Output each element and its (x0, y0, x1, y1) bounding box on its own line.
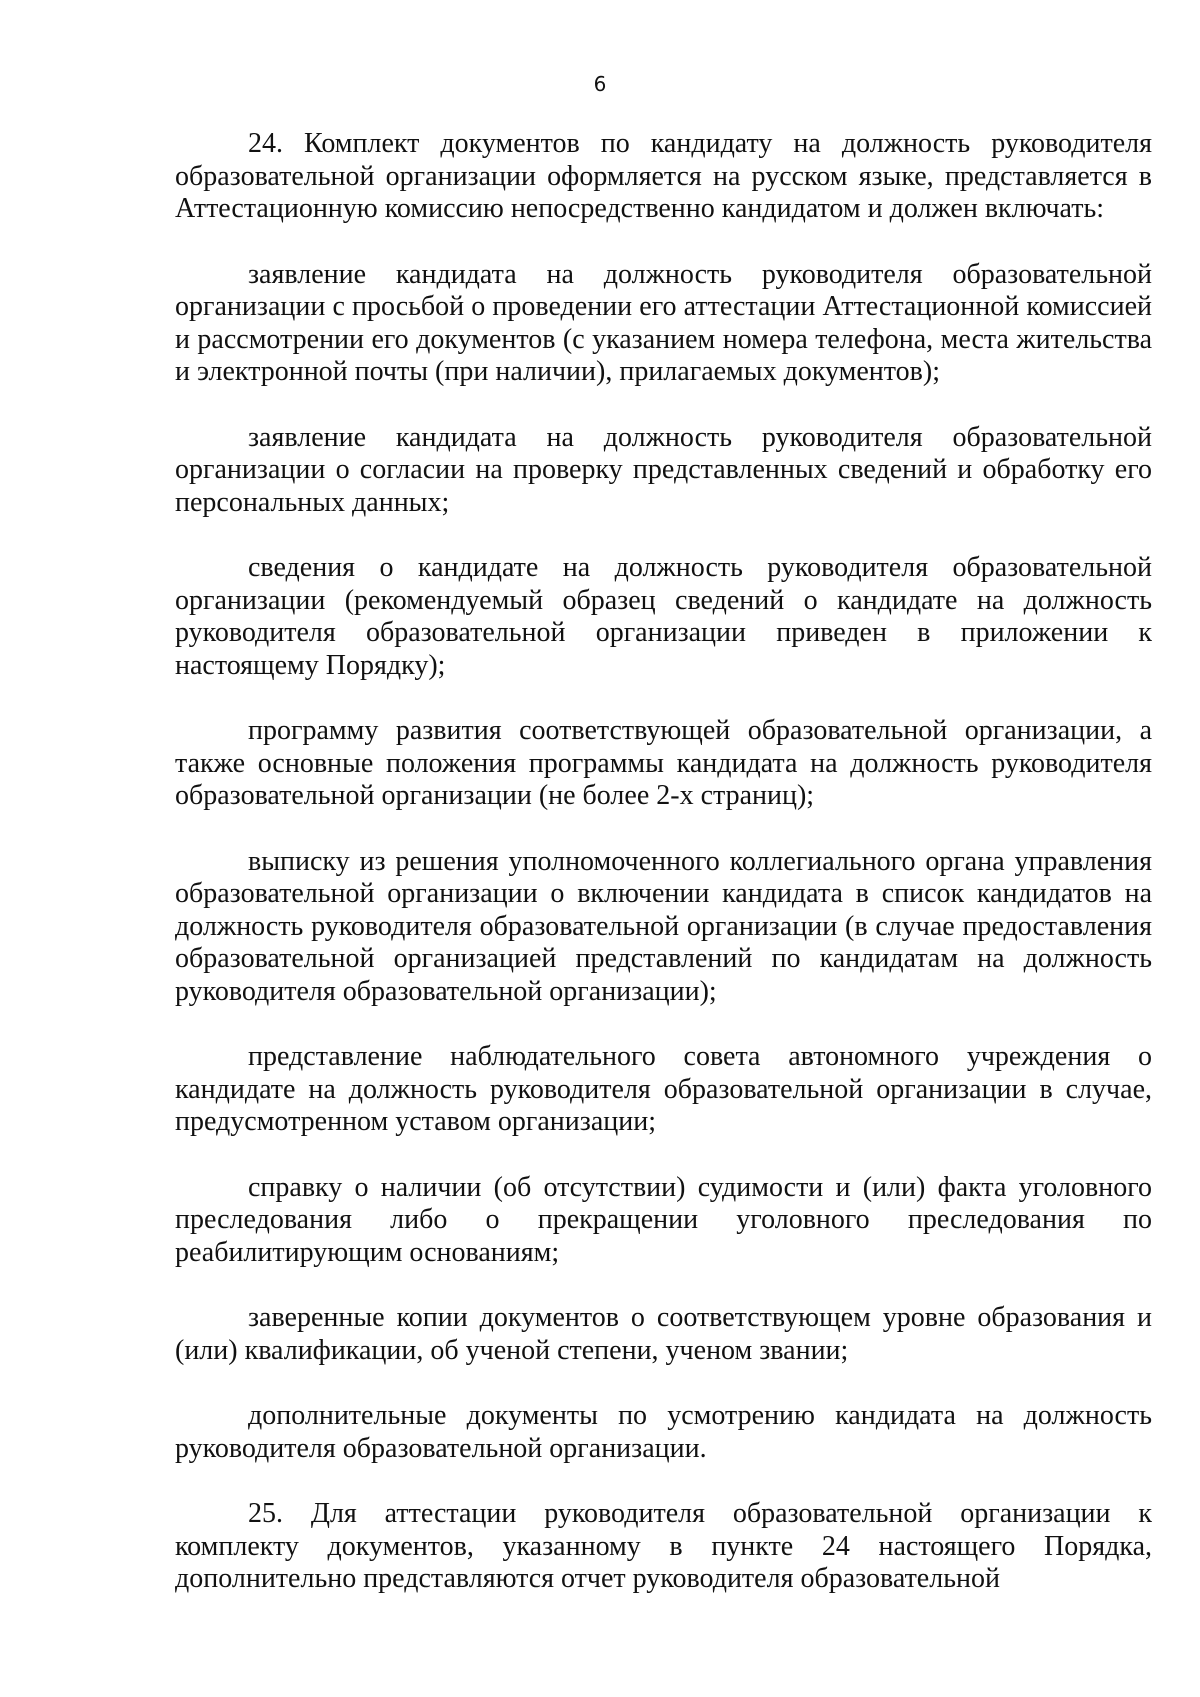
paragraph-application-consent: заявление кандидата на должность руководителя образовательной организации о согласии на проверку представленных сведений и обработку его персональных данных; (175, 421, 1152, 518)
paragraph-supervisory-board: представление наблюдательного совета автономного учреждения о кандидате на должность руководителя образовательной организации в случае, предусмотренном уставом организации; (175, 1041, 1152, 1137)
paragraph-item-25: 25. Для аттестации руководителя образовательной организации к комплекту документов, указанному в пункте 24 настоящего Порядка, дополнительно представляются отчет руководителя образовательной (175, 1498, 1152, 1594)
paragraph-collegial-body-extract: выписку из решения уполномоченного коллегиального органа управления образовательной организации о включении кандидата в список кандидатов на должность руководителя образовательной организации (в случае предоставления образовательной организацией представлений по кандидатам на должность руководителя образовательной организации); (175, 845, 1152, 1007)
paragraph-certified-copies: заверенные копии документов о соответствующем уровне образования и (или) квалификации, об ученой степени, ученом звании; (175, 1302, 1152, 1366)
paragraph-application-attestation: заявление кандидата на должность руководителя образовательной организации с просьбой о проведении его аттестации Аттестационной комиссией и рассмотрении его документов (с указанием номера телефона, места жительства и электронной почты (при наличии), прилагаемых документов); (175, 258, 1152, 387)
paragraph-criminal-record-certificate: справку о наличии (об отсутствии) судимости и (или) факта уголовного преследования либо о прекращении уголовного преследования по реабилитирующим основаниям; (175, 1171, 1152, 1268)
paragraph-candidate-information: сведения о кандидате на должность руководителя образовательной организации (рекомендуемый образец сведений о кандидате на должность руководителя образовательной организации приведен в приложении к настоящему Порядку); (175, 552, 1152, 681)
paragraph-development-program: программу развития соответствующей образовательной организации, а также основные положения программы кандидата на должность руководителя образовательной организации (не более 2-х страниц); (175, 715, 1152, 811)
page-number: 6 (593, 72, 607, 96)
paragraph-item-24-intro: 24. Комплект документов по кандидату на должность руководителя образовательной организации оформляется на русском языке, представляется в Аттестационную комиссию непосредственно кандидатом и должен включать: (175, 128, 1152, 224)
paragraph-additional-documents: дополнительные документы по усмотрению кандидата на должность руководителя образовательной организации. (175, 1400, 1152, 1464)
document-body (175, 128, 1152, 1629)
